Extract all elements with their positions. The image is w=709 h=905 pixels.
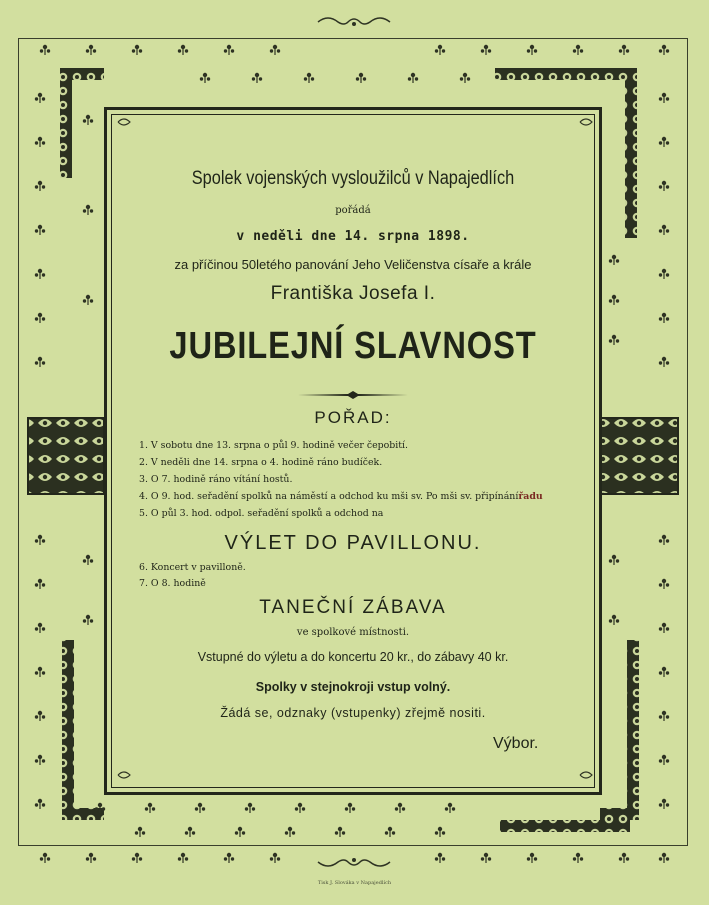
program-item-3: 3. O 7. hodině ráno vítání hostů.: [139, 474, 293, 485]
floral-panel-left: [28, 418, 104, 494]
event-title: JUBILEJNÍ SLAVNOST: [169, 325, 537, 367]
corner-band-top-left: [60, 68, 104, 178]
title-divider-ornament-icon: [298, 391, 408, 399]
bottom-inner-band: [500, 820, 630, 832]
trip-heading: VÝLET DO PAVILLONU.: [224, 532, 482, 554]
corner-band-top-right: [600, 68, 637, 238]
program-item-4-stamp: řadu: [518, 491, 543, 502]
program-item-5: 5. O půl 3. hod. odpol. seřadění spolků a odchod na: [139, 508, 384, 519]
corner-band-bottom-right: [600, 640, 639, 820]
trip-item-6: 6. Koncert v pavilloně.: [139, 562, 246, 573]
top-inner-band: [495, 68, 605, 80]
program-item-4: [139, 488, 609, 505]
uniform-note: Spolky v stejnokroji vstup volný.: [255, 680, 451, 694]
program-item-2: 2. V neděli dne 14. srpna o 4. hodině ráno budíček.: [139, 457, 383, 468]
occasion-text: za příčinou 50letého panování Jeho Veličenstva císaře a krále: [174, 257, 532, 272]
printer-credit: Tisk J. Slováka v Napajedlích: [317, 880, 392, 886]
program-list: [139, 437, 609, 522]
emperor-name: Františka Josefa I.: [270, 283, 436, 304]
corner-band-bottom-left: [62, 640, 104, 820]
program-heading: POŘAD:: [314, 408, 392, 427]
trip-item-7: 7. O 8. hodině: [139, 578, 206, 589]
bottom-scroll-ornament-icon: [318, 858, 390, 866]
floral-panel-right: [600, 418, 678, 494]
organizes-label: pořádá: [335, 205, 371, 216]
badges-note: Žádá se, odznaky (vstupenky) zřejmě nositi.: [220, 706, 486, 720]
society-name: Spolek vojenských vysloužilců v Napajedlích: [191, 168, 515, 189]
committee-signature: Výbor.: [493, 735, 539, 752]
top-scroll-ornament-icon: [318, 18, 390, 26]
dance-heading: TANEČNÍ ZÁBAVA: [259, 597, 447, 618]
event-date: v neděli dne 14. srpna 1898.: [236, 229, 470, 244]
trip-list: [139, 560, 439, 592]
program-item-4-text: 4. O 9. hod. seřadění spolků na náměstí a odchod ku mši sv. Po mši sv. připínání: [139, 491, 519, 502]
admission-text: Vstupné do výletu a do koncertu 20 kr., do zábavy 40 kr.: [197, 650, 509, 664]
program-item-1: 1. V sobotu dne 13. srpna o půl 9. hodině večer čepobití.: [139, 440, 409, 451]
venue-text: ve spolkové místnosti.: [296, 627, 410, 638]
